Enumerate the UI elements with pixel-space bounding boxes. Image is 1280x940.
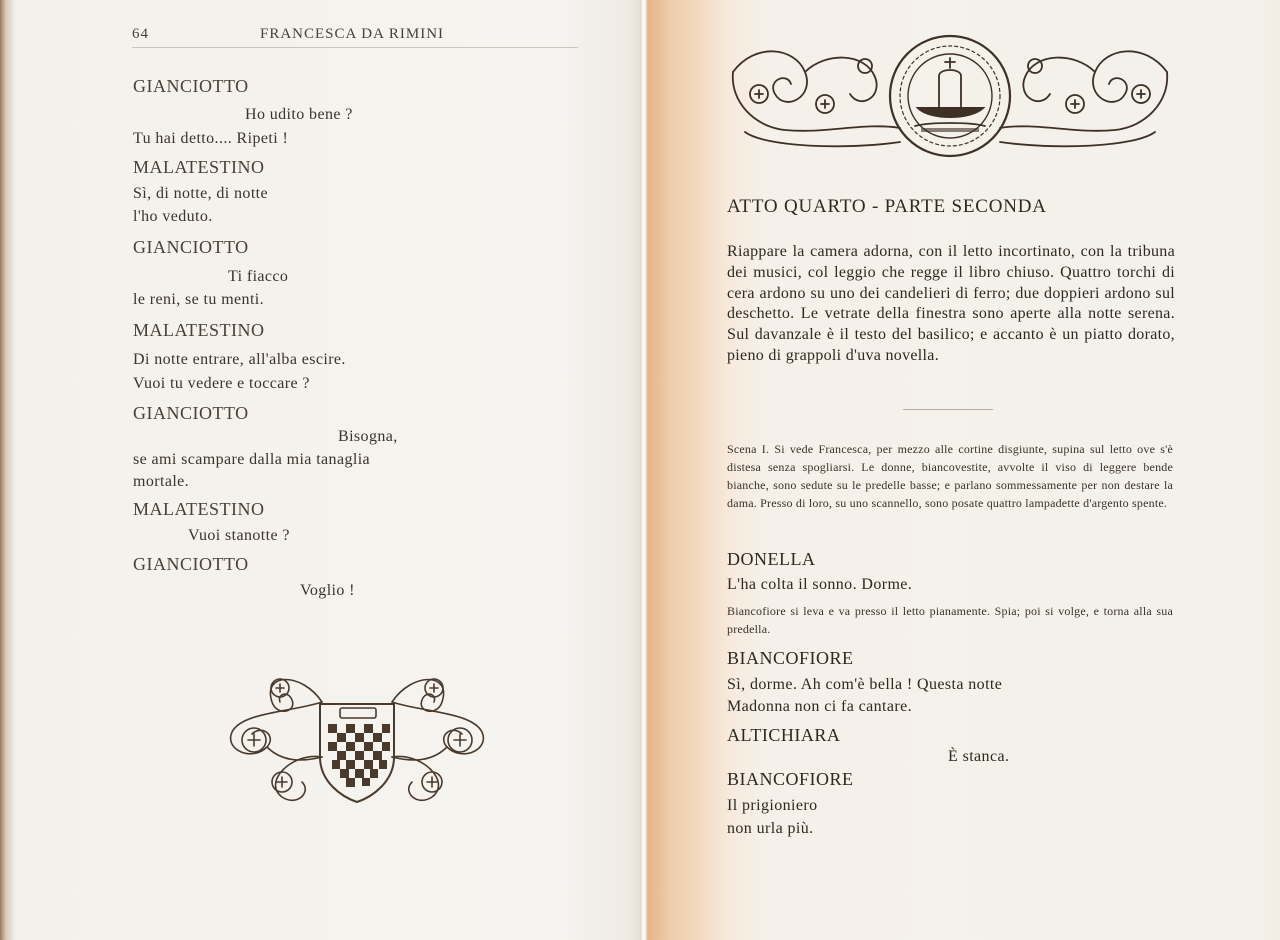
speaker-name: GIANCIOTTO	[133, 554, 249, 574]
verse-line: Tu hai detto.... Ripeti !	[133, 130, 289, 147]
page-number: 64	[132, 26, 149, 42]
verse-line: È stanca.	[948, 748, 1010, 765]
book-gutter	[640, 0, 648, 940]
verse-line: Ho udito bene ?	[245, 106, 353, 123]
speaker-name: GIANCIOTTO	[133, 403, 249, 423]
verse-line: l'ho veduto.	[133, 208, 213, 225]
verse-line: Vuoi tu vedere e toccare ?	[133, 375, 310, 392]
verse-line: Voglio !	[300, 582, 355, 599]
running-title: FRANCESCA DA RIMINI	[260, 26, 445, 42]
speaker-name: BIANCOFIORE	[727, 648, 854, 668]
speaker-name: GIANCIOTTO	[133, 237, 249, 257]
act-title: ATTO QUARTO - PARTE SECONDA	[727, 196, 1047, 217]
verse-line: se ami scampare dalla mia tanaglia	[133, 451, 371, 468]
verse-line: Vuoi stanotte ?	[188, 527, 290, 544]
verse-line: Sì, dorme. Ah com'è bella ! Questa notte	[727, 676, 1003, 693]
heraldic-shield-emblem-icon	[222, 662, 492, 810]
verse-line: Sì, di notte, di notte	[133, 185, 269, 202]
ornamental-headpiece-icon	[725, 32, 1175, 160]
verse-line: mortale.	[133, 473, 190, 490]
speaker-name: GIANCIOTTO	[133, 76, 249, 96]
scene-direction-paragraph: Scena I. Si vede Francesca, per mezzo alle cortine disgiunte, supina sul letto ove s'è distesa senza spogliarsi. Le donne, biancovestite, avvolte il viso di leggere bende bianche, sono sedute su le predelle basse; e parlano sommessamente per non destare la dama. Presso di loro, su uno scannello, sono posate quattro lampadette d'argento spente.	[727, 442, 1173, 510]
stage-direction: Biancofiore si leva e va presso il letto pianamente. Spia; poi si volge, e torna alla sua predella.	[727, 604, 1173, 636]
speaker-name: ALTICHIARA	[727, 725, 841, 745]
speaker-name: BIANCOFIORE	[727, 769, 854, 789]
speaker-name: MALATESTINO	[133, 320, 265, 340]
speaker-name: MALATESTINO	[133, 499, 265, 519]
running-head	[132, 24, 578, 48]
verse-line: Madonna non ci fa cantare.	[727, 698, 912, 715]
stage-setting-paragraph: Riappare la camera adorna, con il letto incortinato, con la tribuna dei musici, col leggio che regge il libro chiuso. Quattro torchi di cera ardono su uno dei candelieri di ferro; due doppieri ardono sul deschetto. Le vetrate della finestra sono aperte alla notte serena. Sul davanzale è il testo del basilico; e accanto è un piatto dorato, pieno di grappoli d'uva novella.	[727, 243, 1175, 364]
speaker-name: DONELLA	[727, 549, 816, 569]
section-divider	[903, 409, 993, 410]
verse-line: Il prigioniero	[727, 797, 818, 814]
verse-line: Bisogna,	[338, 428, 398, 445]
verse-line: le reni, se tu menti.	[133, 291, 265, 308]
verse-line: Di notte entrare, all'alba escire.	[133, 351, 346, 368]
verse-line: non urla più.	[727, 820, 814, 837]
speaker-name: MALATESTINO	[133, 157, 265, 177]
verse-line: Ti fiacco	[228, 268, 289, 285]
verse-line: L'ha colta il sonno. Dorme.	[727, 576, 913, 593]
